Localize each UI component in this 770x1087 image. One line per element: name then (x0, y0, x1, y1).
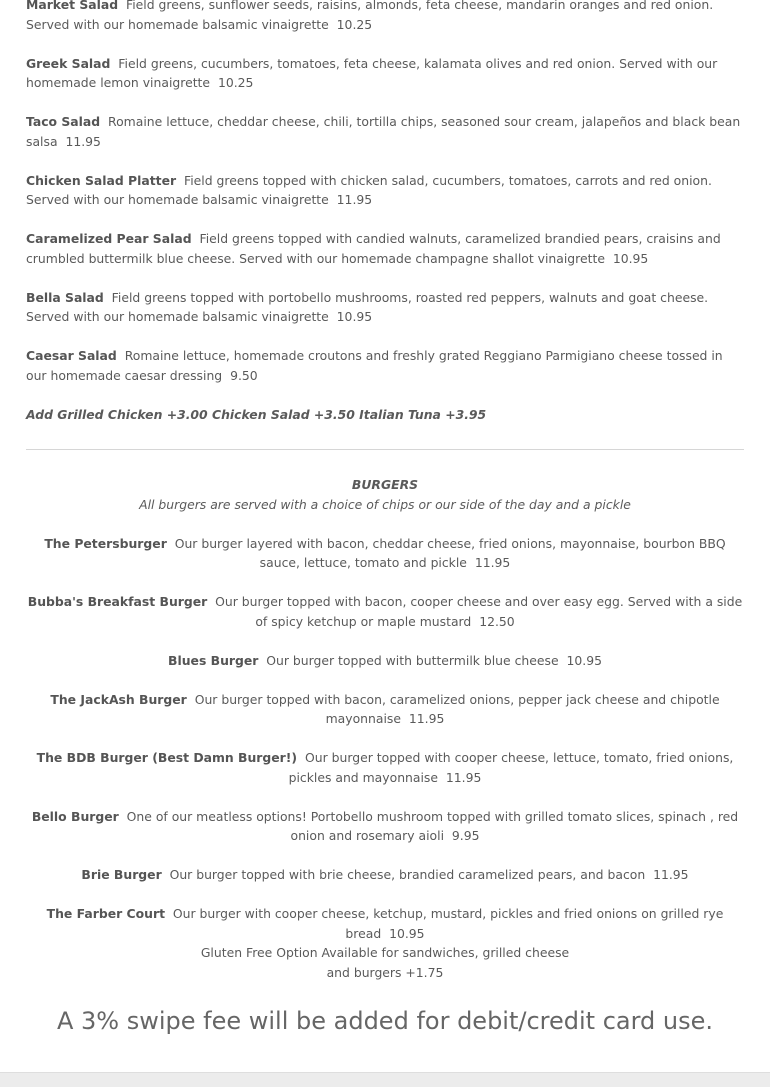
item-name: Brie Burger (81, 867, 162, 882)
item-description: Field greens topped with chicken salad, cucumbers, tomatoes, carrots and red onion. Served with our homemade balsamic vinaigrette (26, 172, 712, 207)
menu-item (26, 229, 744, 268)
menu-item (26, 865, 744, 885)
item-name: Bubba's Breakfast Burger (27, 594, 208, 609)
item-price: 11.95 (445, 769, 482, 785)
item-description: Our burger topped with cooper cheese, lettuce, tomato, fried onions, pickles and mayonnaise (288, 750, 734, 785)
menu-item (26, 748, 744, 787)
gluten-free-line: Gluten Free Option Available for sandwiches, grilled cheese (200, 945, 570, 960)
menu-item (26, 0, 744, 34)
item-description: Our burger topped with buttermilk blue cheese (266, 652, 559, 668)
item-price: 11.95 (408, 711, 445, 726)
item-name: Market Salad (26, 0, 119, 12)
item-name: The JackAsh Burger (50, 691, 187, 707)
menu-item (26, 592, 744, 631)
item-name: Caramelized Pear Salad (26, 231, 192, 246)
item-price: 11.95 (65, 133, 101, 149)
section-subheading: All burgers are served with a choice of chips or our side of the day and a pickle (139, 496, 631, 512)
item-name: Caesar Salad (26, 348, 117, 363)
gluten-free-price: and burgers +1.75 (326, 964, 444, 980)
item-price: 12.50 (479, 613, 515, 629)
menu-item (26, 346, 744, 385)
item-price: 10.95 (566, 652, 602, 668)
salad-addons: Add Grilled Chicken +3.00 Chicken Salad +3.50 Italian Tuna +3.95 (26, 406, 487, 422)
item-price: 10.95 (389, 925, 425, 941)
item-price: 11.95 (653, 867, 689, 882)
footer-bar (0, 1072, 770, 1087)
item-description: Romaine lettuce, homemade croutons and freshly grated Reggiano Parmigiano cheese tossed in our homemade caesar dressing (26, 348, 723, 383)
item-name: The BDB Burger (Best Damn Burger!) (36, 750, 298, 765)
item-description: Field greens, sunflower seeds, raisins, almonds, feta cheese, mandarin oranges and red onion. Served with our homemade balsamic vinaigrette (26, 0, 714, 32)
item-price: 10.25 (217, 75, 254, 90)
item-name: The Petersburger (44, 535, 167, 551)
item-description: Romaine lettuce, cheddar cheese, chili, tortilla chips, seasoned sour cream, jalapeños and black bean salsa (26, 114, 741, 149)
item-name: Taco Salad (26, 114, 101, 129)
menu-item (26, 171, 744, 210)
item-price: 11.95 (336, 192, 373, 207)
item-name: The Farber Court (46, 906, 165, 921)
item-price: 10.95 (612, 250, 649, 266)
menu-item (26, 112, 744, 151)
item-description: Field greens, cucumbers, tomatoes, feta cheese, kalamata olives and red onion. Served with our homemade lemon vinaigrette (26, 55, 718, 90)
item-price: 9.50 (230, 367, 258, 383)
item-name: Bello Burger (31, 808, 119, 824)
item-description: Our burger topped with bacon, caramelized onions, pepper jack cheese and chipotle mayonnaise (194, 691, 720, 726)
menu-item (26, 904, 744, 943)
item-price: 10.95 (336, 309, 373, 324)
menu-item (26, 54, 744, 93)
item-name: Blues Burger (168, 652, 259, 668)
menu-item (26, 288, 744, 327)
item-name: Chicken Salad Platter (26, 172, 177, 188)
item-description: Field greens topped with portobello mushrooms, roasted red peppers, walnuts and goat cheese. Served with our homemade balsamic vinaigrette (26, 289, 709, 324)
item-description: Our burger topped with bacon, cooper cheese and over easy egg. Served with a side of spicy ketchup or maple mustard (215, 594, 743, 629)
item-description: Our burger with cooper cheese, ketchup, mustard, pickles and fried onions on grilled rye bread (172, 906, 724, 941)
item-description: Field greens topped with candied walnuts, caramelized brandied pears, craisins and crumbled buttermilk blue cheese. Served with our homemade champagne shallot vinaigrette (26, 231, 721, 266)
burgers-section (26, 475, 744, 963)
swipe-fee-notice: A 3% swipe fee will be added for debit/credit card use. (56, 1007, 714, 1035)
item-price: 10.25 (336, 16, 373, 32)
item-price: 11.95 (474, 555, 511, 570)
item-description: Our burger topped with brie cheese, brandied caramelized pears, and bacon (169, 867, 646, 882)
section-divider (26, 449, 744, 450)
item-description: One of our meatless options! Portobello mushroom topped with grilled tomato slices, spinach , red onion and rosemary aioli (126, 808, 739, 843)
item-price: 9.95 (451, 828, 480, 843)
gluten-free-note (26, 943, 744, 982)
menu-item (26, 534, 744, 573)
menu-item (26, 690, 744, 729)
item-name: Greek Salad (26, 55, 111, 71)
item-description: Our burger layered with bacon, cheddar cheese, fried onions, mayonnaise, bourbon BBQ sauce, lettuce, tomato and pickle (174, 535, 726, 570)
item-name: Bella Salad (26, 289, 104, 305)
menu-item (26, 807, 744, 846)
salads-list (26, 0, 744, 424)
section-heading: BURGERS (351, 477, 419, 492)
menu-item (26, 651, 744, 671)
